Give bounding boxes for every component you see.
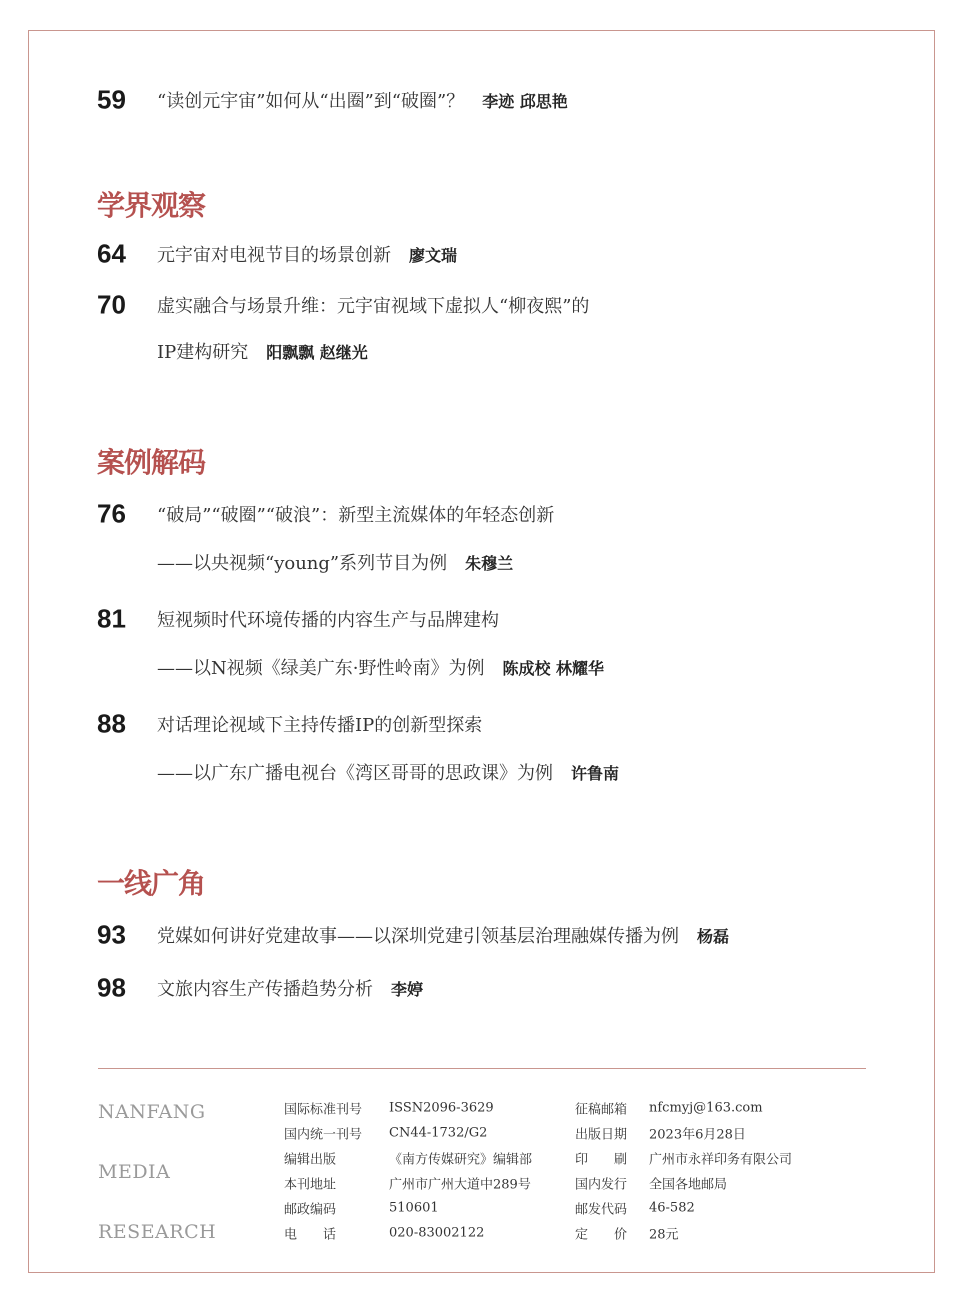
footer-value: 28元 [649, 1227, 679, 1243]
footer-value: nfcmyj@163.com [649, 1100, 763, 1116]
subtitle-text: ——以广东广播电视台《湾区哥哥的思政课》为例 [157, 763, 553, 784]
article-title[interactable]: “破局”“破圈”“破浪”：新型主流媒体的年轻态创新 [157, 505, 555, 526]
article-title[interactable] [157, 922, 729, 948]
footer-label: 本刊地址 [284, 1177, 337, 1193]
page-number: 88 [97, 708, 126, 739]
page-number: 76 [97, 498, 126, 529]
brand-word: NANFANG [98, 1101, 206, 1123]
footer-value: 510601 [389, 1200, 439, 1216]
subtitle-text: ——以央视频“young”系列节目为例 [157, 553, 448, 574]
footer-value: CN44-1732/G2 [389, 1125, 488, 1141]
article-authors: 许鲁南 [571, 764, 620, 783]
brand-word: RESEARCH [98, 1221, 217, 1243]
article-title[interactable]: 短视频时代环境传播的内容生产与品牌建构 [157, 610, 499, 631]
article-authors: 廖文瑞 [409, 246, 458, 265]
title-text: 文旅内容生产传播趋势分析 [157, 979, 373, 1000]
footer-label: 电 话 [284, 1227, 337, 1243]
article-authors: 李迹 邱思艳 [482, 92, 568, 111]
section-heading: 一线广角 [97, 867, 206, 900]
footer-value: 2023年6月28日 [649, 1127, 746, 1143]
article-subtitle[interactable] [157, 759, 619, 785]
footer-label: 定 价 [575, 1227, 628, 1243]
subtitle-text: IP建构研究 [157, 342, 249, 363]
page-number: 98 [97, 972, 126, 1003]
footer-label: 编辑出版 [284, 1152, 337, 1168]
footer-value: 全国各地邮局 [649, 1177, 728, 1193]
article-authors: 李婷 [391, 980, 424, 999]
footer-value: 《南方传媒研究》编辑部 [389, 1152, 533, 1168]
brand-word: MEDIA [98, 1161, 171, 1183]
footer-label: 国内发行 [575, 1177, 628, 1193]
page-number: 93 [97, 919, 126, 950]
article-title[interactable]: 对话理论视域下主持传播IP的创新型探索 [157, 715, 483, 736]
article-authors: 杨磊 [697, 927, 730, 946]
section-heading: 学界观察 [97, 189, 206, 222]
footer-label: 国内统一刊号 [284, 1127, 363, 1143]
article-authors: 阳飘飘 赵继光 [266, 343, 368, 362]
footer-value: 020-83002122 [389, 1225, 485, 1241]
title-text: 党媒如何讲好党建故事——以深圳党建引领基层治理融媒传播为例 [157, 926, 679, 947]
title-text: 元宇宙对电视节目的场景创新 [157, 245, 391, 266]
article-authors: 陈成校 林耀华 [502, 659, 605, 678]
page-number: 59 [97, 84, 126, 115]
page-number: 81 [97, 603, 126, 634]
footer-value: 广州市广州大道中289号 [389, 1177, 531, 1193]
article-title[interactable]: 虚实融合与场景升维：元宇宙视域下虚拟人“柳夜熙”的 [157, 296, 590, 317]
footer-value: 广州市永祥印务有限公司 [649, 1152, 793, 1168]
footer-label: 国际标准刊号 [284, 1102, 363, 1118]
article-subtitle[interactable] [157, 338, 368, 364]
section-heading: 案例解码 [97, 446, 206, 479]
footer-label: 邮发代码 [575, 1202, 628, 1218]
title-text: “读创元宇宙”如何从“出圈”到“破圈”？ [157, 91, 465, 112]
footer-label: 出版日期 [575, 1127, 628, 1143]
footer-value: ISSN2096-3629 [389, 1100, 494, 1116]
article-subtitle[interactable] [157, 654, 604, 680]
page-number: 70 [97, 289, 126, 320]
footer-label: 邮政编码 [284, 1202, 337, 1218]
article-subtitle[interactable] [157, 549, 513, 575]
footer-label: 印 刷 [575, 1152, 628, 1168]
article-title[interactable] [157, 975, 423, 1001]
footer-divider [98, 1068, 866, 1069]
article-title[interactable] [157, 241, 457, 267]
page-number: 64 [97, 238, 126, 269]
footer-label: 征稿邮箱 [575, 1102, 628, 1118]
article-authors: 朱穆兰 [465, 554, 514, 573]
subtitle-text: ——以N视频《绿美广东·野性岭南》为例 [157, 658, 485, 679]
article-title[interactable] [157, 87, 568, 113]
footer-value: 46-582 [649, 1200, 695, 1216]
